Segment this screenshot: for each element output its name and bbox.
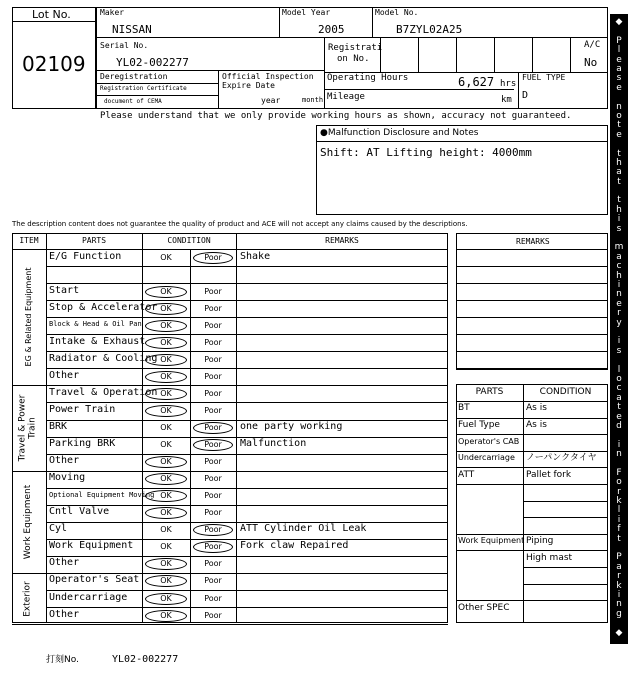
spec-row-line bbox=[523, 517, 608, 518]
item-group-label: Travel & Power Train bbox=[18, 394, 38, 462]
malfunction-title: ●Malfunction Disclosure and Notes bbox=[320, 128, 479, 138]
maker-label: Maker bbox=[100, 8, 125, 17]
condition-poor: Poor bbox=[204, 406, 222, 415]
part-label: Block & Head & Oil Pan bbox=[49, 320, 142, 328]
table-header-cell: REMARKS bbox=[325, 236, 359, 245]
condition-ok: OK bbox=[160, 321, 172, 330]
item-group-label: Work Equipment bbox=[23, 484, 34, 560]
model-year-value: 2005 bbox=[318, 23, 345, 36]
sidebar-char: h bbox=[616, 271, 622, 281]
sidebar-char: i bbox=[617, 280, 621, 290]
part-label: Radiator & Cooling bbox=[49, 353, 158, 364]
sidebar-char: n bbox=[616, 102, 622, 112]
condition-poor: Poor bbox=[204, 457, 222, 466]
remark-text: one party working bbox=[240, 421, 343, 432]
sidebar-char: i bbox=[617, 440, 621, 450]
sidebar-char: a bbox=[616, 167, 622, 177]
sidebar-char: e bbox=[616, 83, 622, 93]
table-row-line bbox=[46, 283, 448, 284]
part-label: Optional Equipment Moving bbox=[49, 491, 155, 499]
table-row-line bbox=[46, 590, 448, 591]
remark-text: Malfunction bbox=[240, 438, 307, 449]
sidebar-char: g bbox=[616, 609, 622, 619]
remark-text: Shake bbox=[240, 251, 271, 262]
poor-circle-mark bbox=[193, 524, 233, 536]
sidebar-char: e bbox=[616, 130, 622, 140]
condition-ok: OK bbox=[160, 355, 172, 364]
maker-value: NISSAN bbox=[112, 23, 152, 36]
lot-no-label: Lot No. bbox=[32, 8, 71, 21]
spec-header-parts: PARTS bbox=[475, 387, 504, 397]
remarks-row-line bbox=[456, 334, 608, 335]
deregistration-label: Deregistration bbox=[100, 72, 168, 81]
sidebar-char: k bbox=[616, 496, 622, 506]
ok-circle-mark bbox=[145, 558, 187, 570]
operating-hours-label: Operating Hours bbox=[327, 73, 409, 83]
remark-text: ATT Cylinder Oil Leak bbox=[240, 523, 367, 534]
sidebar-char: F bbox=[616, 468, 622, 478]
sidebar-char: t bbox=[617, 120, 621, 130]
spec-condition-value: Pallet fork bbox=[526, 470, 572, 480]
sidebar-char: y bbox=[616, 318, 622, 328]
ok-circle-mark bbox=[145, 405, 187, 417]
condition-poor: Poor bbox=[204, 559, 222, 568]
poor-circle-mark bbox=[193, 252, 233, 264]
sidebar-char: P bbox=[616, 552, 622, 562]
condition-poor: Poor bbox=[204, 440, 222, 449]
malfunction-box bbox=[316, 125, 608, 215]
sidebar-char: t bbox=[617, 149, 621, 159]
table-row-line bbox=[46, 351, 448, 352]
part-label: E/G Function bbox=[49, 251, 122, 262]
condition-poor: Poor bbox=[204, 542, 222, 551]
table-row-line bbox=[46, 488, 448, 489]
sidebar-char: a bbox=[616, 393, 622, 403]
mileage-label: Mileage bbox=[327, 92, 365, 102]
serial-no-value: YL02-002277 bbox=[116, 56, 189, 69]
table-row-line bbox=[46, 402, 448, 403]
ok-circle-mark bbox=[145, 354, 187, 366]
sidebar-char: i bbox=[617, 590, 621, 600]
spec-condition-value: Piping bbox=[526, 536, 554, 546]
sidebar-char: h bbox=[616, 205, 622, 215]
sidebar-char: ◆ bbox=[615, 628, 623, 638]
part-label: Operator's Seat bbox=[49, 574, 140, 585]
ok-circle-mark bbox=[145, 575, 187, 587]
part-label: Work Equipment bbox=[49, 540, 134, 551]
sidebar-char: s bbox=[616, 346, 622, 356]
sidebar-char: l bbox=[617, 365, 621, 375]
model-no-value: B7ZYL02A25 bbox=[396, 23, 463, 36]
table-row-line bbox=[46, 266, 448, 267]
item-group-label: EG & Related Equipment bbox=[23, 267, 33, 367]
spec-condition-value: As is bbox=[526, 420, 547, 430]
sidebar-char: m bbox=[614, 242, 624, 252]
condition-poor: Poor bbox=[204, 287, 222, 296]
table-col-line bbox=[236, 233, 237, 623]
condition-ok: OK bbox=[160, 474, 172, 483]
table-row-line bbox=[46, 300, 448, 301]
spec-row-line bbox=[456, 434, 608, 435]
table-header-cell: PARTS bbox=[81, 236, 107, 245]
table-row-line bbox=[46, 556, 448, 557]
sidebar-char: r bbox=[617, 571, 621, 581]
right-remarks-box bbox=[456, 233, 608, 370]
right-remarks-header: REMARKS bbox=[516, 237, 550, 246]
remarks-row-line bbox=[456, 368, 608, 369]
part-label: Undercarriage bbox=[49, 592, 128, 603]
sidebar-char: e bbox=[616, 412, 622, 422]
sidebar-char: d bbox=[616, 421, 622, 431]
sidebar-char: i bbox=[617, 214, 621, 224]
part-label: Other bbox=[49, 609, 80, 620]
sidebar-char: l bbox=[617, 505, 621, 515]
spec-header-line bbox=[456, 401, 608, 402]
ok-circle-mark bbox=[145, 388, 187, 400]
condition-ok: OK bbox=[160, 559, 172, 568]
document-of-cema-label: document of CEMA bbox=[104, 98, 162, 105]
sidebar-char: t bbox=[617, 402, 621, 412]
sidebar-char: l bbox=[617, 45, 621, 55]
sidebar-char: r bbox=[617, 308, 621, 318]
condition-poor: Poor bbox=[204, 321, 222, 330]
condition-poor: Poor bbox=[204, 304, 222, 313]
condition-poor: Poor bbox=[204, 611, 222, 620]
spec-condition-value: High mast bbox=[526, 553, 573, 563]
condition-ok: OK bbox=[160, 389, 172, 398]
model-year-label: Model Year bbox=[282, 8, 331, 17]
spec-part-label: Fuel Type bbox=[458, 420, 500, 430]
sidebar-char: o bbox=[616, 111, 622, 121]
condition-ok: OK bbox=[160, 611, 172, 620]
condition-poor: Poor bbox=[204, 576, 222, 585]
condition-poor: Poor bbox=[204, 253, 222, 262]
spec-row-line bbox=[523, 501, 608, 502]
serial-no-label: Serial No. bbox=[100, 41, 149, 50]
ok-circle-mark bbox=[145, 286, 187, 298]
spec-row-line bbox=[456, 484, 608, 485]
table-row-line bbox=[12, 385, 448, 386]
spec-header-condition: CONDITION bbox=[539, 387, 592, 397]
spec-condition-value: ノーパンクタイヤ bbox=[526, 453, 597, 463]
table-header-cell: CONDITION bbox=[167, 236, 211, 245]
month-label: month bbox=[302, 96, 324, 104]
condition-poor: Poor bbox=[204, 372, 222, 381]
remarks-header-line bbox=[456, 249, 608, 250]
km-label: km bbox=[501, 95, 512, 105]
sidebar-char: c bbox=[616, 383, 622, 393]
sidebar-char: r bbox=[617, 487, 621, 497]
spec-col-line bbox=[523, 384, 524, 623]
table-row-line bbox=[46, 334, 448, 335]
poor-circle-mark bbox=[193, 541, 233, 553]
ac-value: No bbox=[584, 56, 598, 69]
remarks-row-line bbox=[456, 266, 608, 267]
ok-circle-mark bbox=[145, 610, 187, 622]
spec-condition-value: As is bbox=[526, 403, 547, 413]
spec-part-label: Operator's CAB bbox=[458, 437, 520, 446]
spec-row-line bbox=[523, 567, 608, 568]
remarks-row-line bbox=[456, 351, 608, 352]
sidebar-char: n bbox=[616, 449, 622, 459]
table-row-line bbox=[12, 624, 448, 625]
hrs-label: hrs bbox=[500, 79, 517, 89]
condition-ok: OK bbox=[160, 287, 172, 296]
ok-circle-mark bbox=[145, 320, 187, 332]
condition-poor: Poor bbox=[204, 525, 222, 534]
spec-row-line bbox=[456, 600, 608, 601]
condition-poor: Poor bbox=[204, 423, 222, 432]
ok-circle-mark bbox=[145, 337, 187, 349]
ok-circle-mark bbox=[145, 371, 187, 383]
condition-poor: Poor bbox=[204, 389, 222, 398]
part-label: BRK bbox=[49, 421, 68, 432]
sidebar-char: P bbox=[616, 36, 622, 46]
condition-ok: OK bbox=[160, 576, 172, 585]
spec-row-line bbox=[456, 550, 608, 551]
part-label: Stop & Accelerator bbox=[49, 302, 158, 313]
ok-circle-mark bbox=[145, 507, 187, 519]
registration-no-label-1: Registrati bbox=[328, 43, 383, 53]
table-col-line bbox=[46, 233, 47, 623]
sidebar-char: h bbox=[616, 158, 622, 168]
sidebar-char: f bbox=[617, 524, 621, 534]
malfunction-text: Shift: AT Lifting height: 4000mm bbox=[320, 146, 532, 159]
remarks-row-line bbox=[456, 300, 608, 301]
poor-circle-mark bbox=[193, 422, 233, 434]
spec-row-line bbox=[456, 418, 608, 419]
sidebar-char: n bbox=[616, 289, 622, 299]
condition-ok: OK bbox=[160, 457, 172, 466]
condition-ok: OK bbox=[160, 525, 172, 534]
ok-circle-mark bbox=[145, 303, 187, 315]
condition-ok: OK bbox=[160, 594, 172, 603]
table-row-line bbox=[46, 607, 448, 608]
sidebar-char: n bbox=[616, 599, 622, 609]
year-label: year bbox=[261, 96, 281, 105]
condition-poor: Poor bbox=[204, 491, 222, 500]
condition-poor: Poor bbox=[204, 508, 222, 517]
sidebar-char: s bbox=[616, 73, 622, 83]
sidebar-char: t bbox=[617, 534, 621, 544]
part-label: Other bbox=[49, 455, 80, 466]
condition-ok: OK bbox=[160, 508, 172, 517]
part-label: Other bbox=[49, 370, 80, 381]
table-row-line bbox=[46, 454, 448, 455]
disclaimer-text: The description content does not guarantee the quality of product and ACE will not accept any claims caused by the descriptions. bbox=[12, 220, 468, 228]
sidebar-char: k bbox=[616, 581, 622, 591]
fuel-type-label: FUEL TYPE bbox=[522, 73, 566, 82]
spec-row-line bbox=[523, 584, 608, 585]
condition-poor: Poor bbox=[204, 474, 222, 483]
ac-label: A/C bbox=[584, 40, 601, 50]
poor-circle-mark bbox=[193, 439, 233, 451]
spec-part-label: Work Equipment bbox=[458, 536, 525, 545]
condition-ok: OK bbox=[160, 542, 172, 551]
condition-ok: OK bbox=[160, 491, 172, 500]
condition-ok: OK bbox=[160, 406, 172, 415]
spec-row-line bbox=[456, 451, 608, 452]
sidebar-char: a bbox=[616, 64, 622, 74]
sidebar-char: o bbox=[616, 477, 622, 487]
condition-ok: OK bbox=[160, 253, 172, 262]
part-label: Intake & Exhaust bbox=[49, 336, 146, 347]
condition-ok: OK bbox=[160, 423, 172, 432]
spec-part-label: BT bbox=[458, 403, 470, 413]
condition-poor: Poor bbox=[204, 594, 222, 603]
condition-ok: OK bbox=[160, 304, 172, 313]
part-label: Travel & Operation bbox=[49, 387, 158, 398]
sidebar-char: o bbox=[616, 374, 622, 384]
ok-circle-mark bbox=[145, 473, 187, 485]
remark-text: Fork claw Repaired bbox=[240, 540, 349, 551]
sidebar-char: e bbox=[616, 299, 622, 309]
table-row-line bbox=[46, 317, 448, 318]
spec-part-label: ATT bbox=[458, 470, 475, 480]
registration-certificate-label: Registration Certificate bbox=[100, 85, 187, 92]
condition-ok: OK bbox=[160, 338, 172, 347]
sidebar-char: t bbox=[617, 195, 621, 205]
sidebar-char: e bbox=[616, 55, 622, 65]
part-label: Power Train bbox=[49, 404, 116, 415]
ok-circle-mark bbox=[145, 593, 187, 605]
stamp-no-value: YL02-002277 bbox=[112, 654, 179, 665]
stamp-no-label: 打刻No. bbox=[46, 655, 79, 665]
sidebar-char: a bbox=[616, 252, 622, 262]
part-label: Cyl bbox=[49, 523, 68, 534]
remarks-row-line bbox=[456, 317, 608, 318]
condition-ok: OK bbox=[160, 440, 172, 449]
part-label: Moving bbox=[49, 472, 86, 483]
ok-circle-mark bbox=[145, 456, 187, 468]
registration-no-label-2: on No. bbox=[337, 54, 370, 64]
part-label: Other bbox=[49, 557, 80, 568]
sidebar-char: c bbox=[616, 261, 622, 271]
sidebar-notice bbox=[610, 14, 628, 644]
spec-row-line bbox=[456, 467, 608, 468]
sidebar-char: i bbox=[617, 515, 621, 525]
sidebar-char: ◆ bbox=[615, 17, 623, 27]
lot-no-value: 02109 bbox=[22, 52, 86, 76]
part-label: Cntl Valve bbox=[49, 506, 110, 517]
official-inspection-label-2: Expire Date bbox=[222, 81, 275, 90]
ok-circle-mark bbox=[145, 490, 187, 502]
operating-hours-value: 6,627 bbox=[458, 75, 495, 89]
sidebar-char: t bbox=[617, 177, 621, 187]
part-label: Parking BRK bbox=[49, 438, 116, 449]
table-header-line bbox=[12, 249, 448, 250]
model-no-label: Model No. bbox=[375, 8, 419, 17]
table-row-line bbox=[46, 368, 448, 369]
official-inspection-label-1: Official Inspection bbox=[222, 72, 314, 81]
condition-poor: Poor bbox=[204, 355, 222, 364]
part-label: Start bbox=[49, 285, 80, 296]
spec-row-line bbox=[456, 534, 608, 535]
spec-part-label: Other SPEC bbox=[458, 603, 510, 613]
remarks-row-line bbox=[456, 283, 608, 284]
spec-part-label: Undercarriage bbox=[458, 453, 515, 462]
fuel-type-value: D bbox=[522, 90, 529, 101]
item-group-label: Exterior bbox=[23, 580, 34, 617]
condition-ok: OK bbox=[160, 372, 172, 381]
sidebar-char: s bbox=[616, 224, 622, 234]
condition-poor: Poor bbox=[204, 338, 222, 347]
working-hours-notice: Please understand that we only provide working hours as shown, accuracy not guaranteed. bbox=[100, 111, 572, 121]
sidebar-char: i bbox=[617, 336, 621, 346]
table-header-cell: ITEM bbox=[19, 236, 39, 245]
sidebar-char: a bbox=[616, 562, 622, 572]
